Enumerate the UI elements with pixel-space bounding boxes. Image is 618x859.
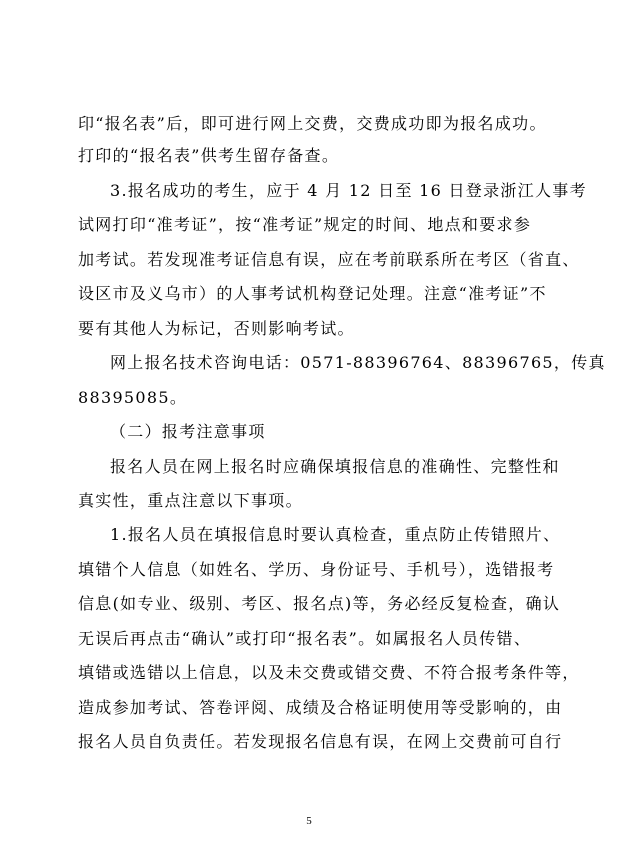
paragraph-line: 无误后再点击“确认”或打印“报名表”。如属报名人员传错、	[78, 629, 532, 648]
paragraph-line: 设区市及义乌市）的人事考试机构登记处理。注意“准考证”不	[78, 284, 547, 303]
paragraph-line: 88395085。	[78, 388, 188, 407]
paragraph-line: 填错个人信息（如姓名、学历、身份证号、手机号），选错报考	[78, 560, 555, 579]
paragraph-line: 报名人员在网上报名时应确保填报信息的准确性、完整性和	[110, 457, 560, 476]
paragraph-line: 印“报名表”后，即可进行网上交费，交费成功即为报名成功。	[78, 114, 547, 133]
paragraph-line: 加考试。若发现准考证信息有误，应在考前联系所在考区（省直、	[78, 250, 580, 269]
paragraph-line: 打印的“报名表”供考生留存备查。	[78, 146, 340, 165]
paragraph-line: 1.报名人员在填报信息时要认真检查，重点防止传错照片、	[110, 525, 561, 544]
section-heading: （二）报考注意事项	[110, 422, 266, 441]
paragraph-line: 真实性，重点注意以下事项。	[78, 491, 303, 510]
paragraph-line: 试网打印“准考证”，按“准考证”规定的时间、地点和要求参	[78, 215, 532, 234]
paragraph-line: 要有其他人为标记，否则影响考试。	[78, 319, 355, 338]
paragraph-line: 网上报名技术咨询电话：0571-88396764、88396765，传真	[110, 353, 606, 372]
paragraph-line: 填错或选错以上信息，以及未交费或错交费、不符合报考条件等，	[78, 663, 580, 682]
paragraph-line: 3.报名成功的考生，应于 4 月 12 日至 16 日登录浙江人事考	[110, 181, 587, 200]
paragraph-line: 造成参加考试、答卷评阅、成绩及合格证明使用等受影响的，由	[78, 698, 563, 717]
paragraph-line: 信息(如专业、级别、考区、报名点)等，务必经反复检查，确认	[78, 594, 561, 613]
page-number: 5	[306, 815, 312, 827]
paragraph-line: 报名人员自负责任。若发现报名信息有误，在网上交费前可自行	[78, 732, 563, 751]
